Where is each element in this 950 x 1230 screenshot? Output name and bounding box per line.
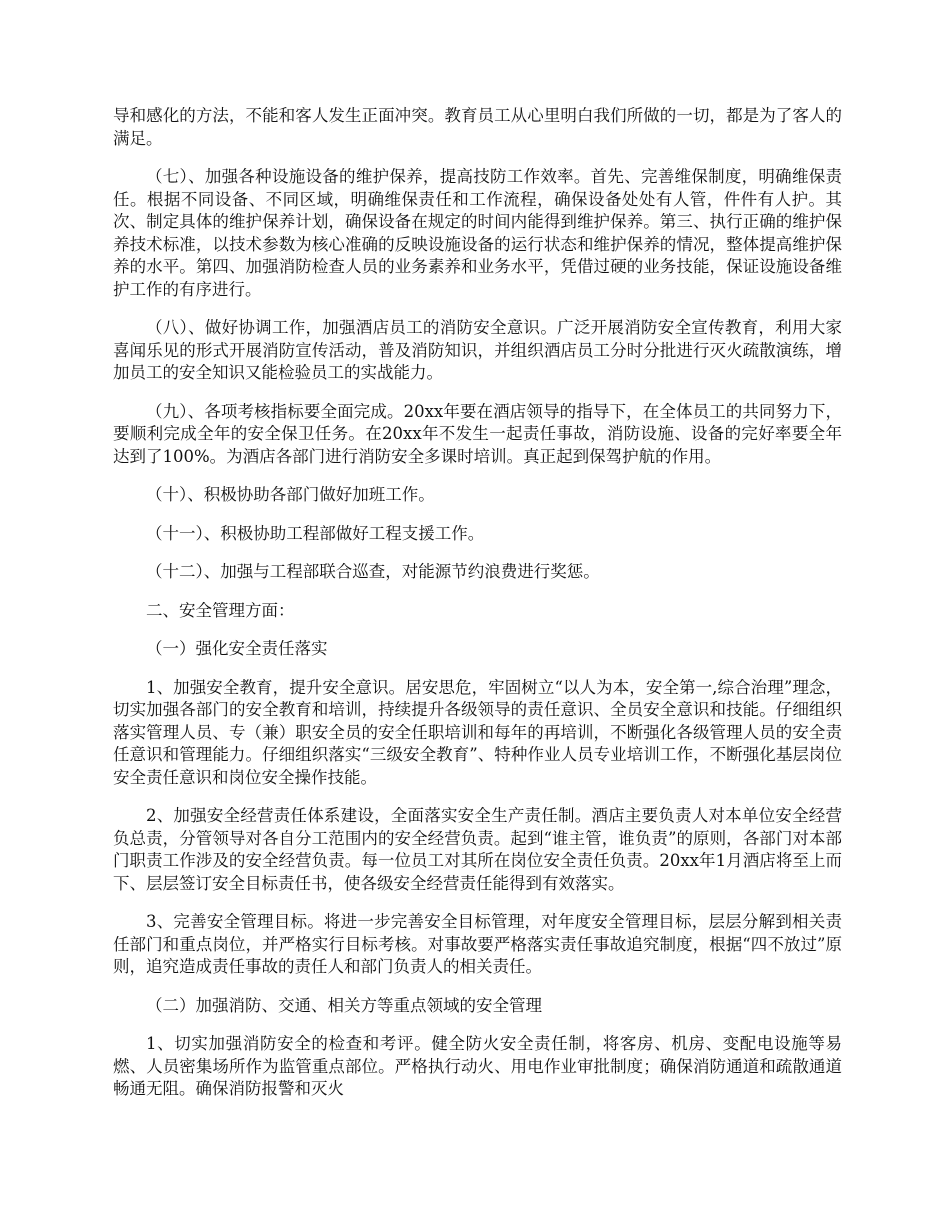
paragraph-point-3: 3、完善安全管理目标。将进一步完善安全目标管理，对年度安全管理目标，层层分解到相关责任部门和重点岗位，并严格实行目标考核。对事故要严格落实责任事故追究制度，根据“四不放过”原则，追究造成责任事故的责任人和部门负责人的相关责任。 [113,912,842,976]
paragraph-point-1: 1、加强安全教育，提升安全意识。居安思危，牢固树立“以人为本，安全第一,综合治理”理念，切实加强各部门的安全教育和培训，持续提升各级领导的责任意识、全员安全意识和技能。仔细组织落实管理人员、专（兼）职安全员的安全任职培训和每年的再培训，不断强化各级管理人员的安全责任意识和管理能力。仔细组织落实“三级安全教育”、特种作业人员专业培训工作，不断强化基层岗位安全责任意识和岗位安全操作技能。 [113,677,842,787]
subsection-heading-key-areas: （二）加强消防、交通、相关方等重点领域的安全管理 [146,995,542,1015]
paragraph-item-9: （九）、各项考核指标要全面完成。20xx年要在酒店领导的指导下，在全体员工的共同努力下，要顺利完成全年的安全保卫任务。在20xx年不发生一起责任事故，消防设施、设备的完好率要全年达到了100%。为酒店各部门进行消防安全多课时培训。真正起到保驾护航的作用。 [113,401,842,466]
paragraph-item-10: （十）、积极协助各部门做好加班工作。 [146,485,435,504]
paragraph-item-12: （十二）、加强与工程部联合巡查，对能源节约浪费进行奖惩。 [146,562,600,581]
paragraph-continuation: 导和感化的方法，不能和客人发生正面冲突。教育员工从心里明白我们所做的一切，都是为了客人的满足。 [113,106,842,148]
paragraph-item-7: （七）、加强各种设施设备的维护保养，提高技防工作效率。首先、完善维保制度，明确维保责任。根据不同设备、不同区域，明确维保责任和工作流程，确保设备处处有人管，件件有人护。其次、制定具体的维护保养计划，确保设备在规定的时间内能得到维护保养。第三、执行正确的维护保养技术标准，以技术参数为核心准确的反映设施设备的运行状态和维护保养的情况，整体提高维护保养的水平。第四、加强消防检查人员的业务素养和业务水平，凭借过硬的业务技能，保证设施设备维护工作的有序进行。 [113,167,842,299]
paragraph-item-11: （十一）、积极协助工程部做好工程支援工作。 [146,523,485,543]
paragraph-point-2: 2、加强安全经营责任体系建设，全面落实安全生产责任制。酒店主要负责人对本单位安全经营负总责，分管领导对各自分工范围内的安全经营负责。起到“谁主管，谁负责”的原则，各部门对本部门职责工作涉及的安全经营负责。每一位员工对其所在岗位安全责任负责。20xx年1月酒店将至上而下、层层签订安全目标责任书，使各级安全经营责任能得到有效落实。 [113,806,842,893]
paragraph-fire-safety: 1、切实加强消防安全的检查和考评。健全防火安全责任制，将客房、机房、变配电设施等易燃、人员密集场所作为监管重点部位。严格执行动火、用电作业审批制度；确保消防通道和疏散通道畅通无阻。确保消防报警和灭火 [113,1034,842,1098]
section-heading-safety-management: 二、安全管理方面： [146,600,295,620]
paragraph-item-8: （八）、做好协调工作，加强酒店员工的消防安全意识。广泛开展消防安全宣传教育，利用大家喜闻乐见的形式开展消防宣传活动，普及消防知识，并组织酒店员工分时分批进行灭火疏散演练，增加员工的安全知识又能检验员工的实战能力。 [113,318,842,382]
subsection-heading-responsibility: （一）强化安全责任落实 [146,639,328,658]
